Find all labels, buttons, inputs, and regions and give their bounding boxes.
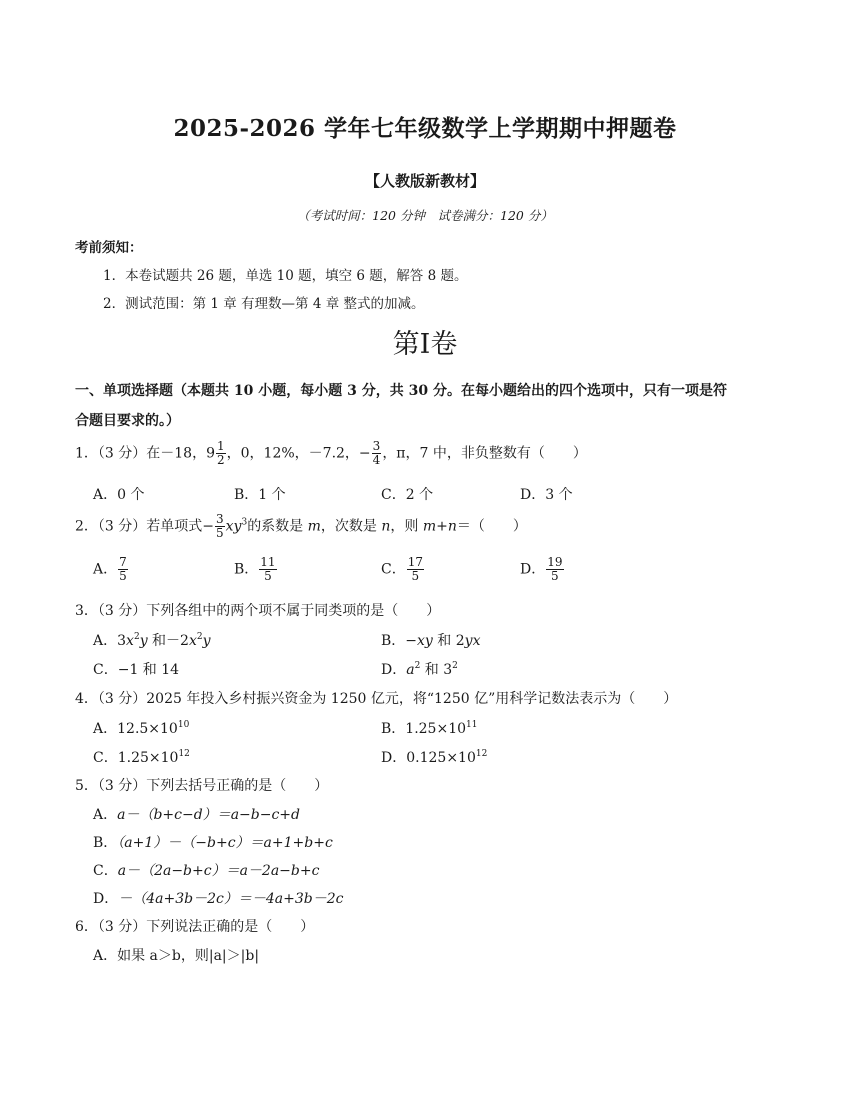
fraction: $\frac{1}{2}$ <box>217 439 225 467</box>
notice-item-1: 1．本卷试题共 26 题，单选 10 题，填空 6 题，解答 8 题。 <box>103 268 468 284</box>
q3-option-b: B．−xy 和 2yx <box>381 633 481 649</box>
q4-option-c: C．$1.25\times 10^{12}$ <box>93 749 190 766</box>
fraction: $\frac{3}{4}$ <box>372 439 381 467</box>
q3-option-a: A．$3x^2y$ 和$-2x^2y$ <box>93 632 211 649</box>
q4-option-a: A．$12.5\times 10^{10}$ <box>93 720 190 737</box>
q2-option-d: D． $\frac{19}{5}$ <box>520 555 563 583</box>
question-3: 3．（3 分）下列各组中的两个项不属于同类项的是（ ） <box>75 603 441 619</box>
q3-option-c: C．−1 和 14 <box>93 662 180 678</box>
q4-option-b: B．$1.25\times 10^{11}$ <box>381 720 478 737</box>
q1-option-d: D．3 个 <box>520 487 573 503</box>
question-6: 6．（3 分）下列说法正确的是（ ） <box>75 919 315 935</box>
q1-option-c: C．2 个 <box>381 487 434 503</box>
q2-option-a: A． $\frac{7}{5}$ <box>93 555 127 583</box>
q5-option-d: D．－（4a+3b－2c）＝－4a+3b－2c <box>93 891 344 907</box>
question-5: 5．（3 分）下列去括号正确的是（ ） <box>75 778 329 794</box>
document-title: 2025-2026 学年七年级数学上学期期中押题卷 <box>173 115 677 142</box>
section-heading-line2: 合题目要求的。） <box>75 413 180 429</box>
fraction: $\frac{3}{5}$ <box>216 512 224 540</box>
q2-option-b: B． $\frac{11}{5}$ <box>234 555 276 583</box>
q2-option-c: C． $\frac{17}{5}$ <box>381 555 423 583</box>
notice-heading: 考前须知： <box>75 240 143 256</box>
q3-option-d: D．$a^2$ 和 $3^2$ <box>381 661 458 678</box>
q5-option-c: C．a－（2a−b+c）＝a－2a−b+c <box>93 863 320 879</box>
q4-option-d: D．$0.125\times 10^{12}$ <box>381 749 488 766</box>
question-4: 4．（3 分）2025 年投入乡村振兴资金为 1250 亿元，将“1250 亿”用科学记数法表示为（ ） <box>75 691 678 707</box>
q1-option-b: B．1 个 <box>234 487 286 503</box>
exam-info: （考试时间：120 分钟 试卷满分：120 分） <box>297 208 553 223</box>
section-heading-line1: 一、单项选择题（本题共 10 小题，每小题 3 分，共 30 分。在每小题给出的四个选项中，只有一项是符 <box>75 383 727 399</box>
document-subtitle: 【人教版新教材】 <box>364 172 485 190</box>
notice-item-2: 2．测试范围：第 1 章 有理数—第 4 章 整式的加减。 <box>103 296 425 312</box>
q5-option-a: A．a－（b+c−d）＝a−b−c+d <box>93 807 300 823</box>
question-1: 1．（3 分）在－18，9 $\frac{1}{2}$ ，0，12%，－7.2，− $\frac{3}{4}$ ，π，7 中，非负整数有（ ） <box>75 439 587 467</box>
q6-option-a: A．如果 a＞b，则|a|＞|b| <box>93 948 260 964</box>
q5-option-b: B．（a+1）－（−b+c）＝a+1+b+c <box>93 835 333 851</box>
question-2: 2．（3 分）若单项式− $\frac{3}{5}$ $xy^3$的系数是 m，次数是 n，则 m+n＝（ ） <box>75 512 527 540</box>
q1-option-a: A．0 个 <box>93 487 145 503</box>
volume-title: 第I卷 <box>392 329 458 360</box>
